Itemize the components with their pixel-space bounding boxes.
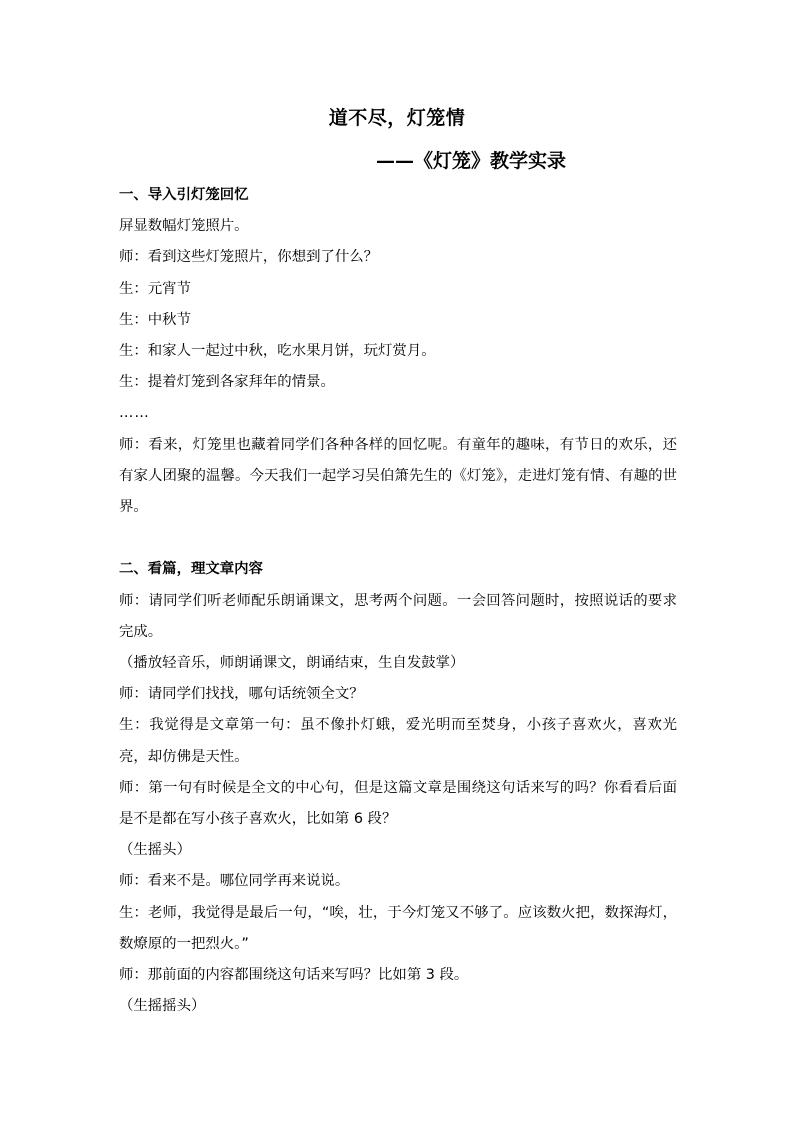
document-title: 道不尽，灯笼情: [328, 107, 466, 129]
document-body: [119, 180, 677, 1022]
paragraph: 师：请同学们找找，哪句话统领全文？: [119, 686, 364, 703]
ellipsis: ……: [119, 405, 150, 422]
paragraph: （生摇头）: [119, 842, 191, 859]
paragraph: 生：提着灯笼到各家拜年的情景。: [119, 374, 335, 391]
paragraph: 师：请同学们听老师配乐朗诵课文，思考两个问题。一会回答问题时，按照说话的要求完成。: [119, 592, 677, 640]
section-heading: 一、导入引灯笼回忆: [119, 187, 249, 203]
paragraph: 生：元宵节: [119, 280, 191, 297]
paragraph: （播放轻音乐，师朗诵课文，朗诵结束，生自发鼓掌）: [119, 655, 465, 672]
paragraph: 生：中秋节: [119, 311, 191, 328]
paragraph: 生：我觉得是文章第一句：虽不像扑灯蛾，爱光明而至焚身，小孩子喜欢火，喜欢光亮，却仿佛是天性。: [119, 717, 677, 765]
paragraph: （生摇摇头）: [119, 998, 206, 1015]
paragraph: 师：那前面的内容都围绕这句话来写吗？比如第 3 段。: [119, 967, 469, 984]
paragraph: 师：第一句有时候是全文的中心句，但是这篇文章是围绕这句话来写的吗？你看看后面是不是都在写小孩子喜欢火，比如第 6 段？: [119, 779, 677, 828]
paragraph: 师：看来不是。哪位同学再来说说。: [119, 873, 350, 890]
paragraph: 师：看到这些灯笼照片，你想到了什么？: [119, 249, 379, 266]
section-heading: 二、看篇，理文章内容: [119, 561, 263, 578]
document-subtitle: ——《灯笼》教学实录: [376, 150, 567, 172]
paragraph: 师：看来，灯笼里也藏着同学们各种各样的回忆呢。有童年的趣味，有节日的欢乐，还有家人团聚的温馨。今天我们一起学习吴伯箫先生的《灯笼》，走进灯笼有情、有趣的世界。: [119, 436, 677, 516]
paragraph: 生：和家人一起过中秋，吃水果月饼，玩灯赏月。: [119, 343, 436, 360]
paragraph: 生：老师，我觉得是最后一句，“唉，壮，于今灯笼又不够了。应该数火把，数探海灯，数燎原的一把烈火。”: [119, 904, 677, 952]
paragraph: 屏显数幅灯笼照片。: [119, 218, 249, 235]
blank-line: [119, 523, 677, 554]
